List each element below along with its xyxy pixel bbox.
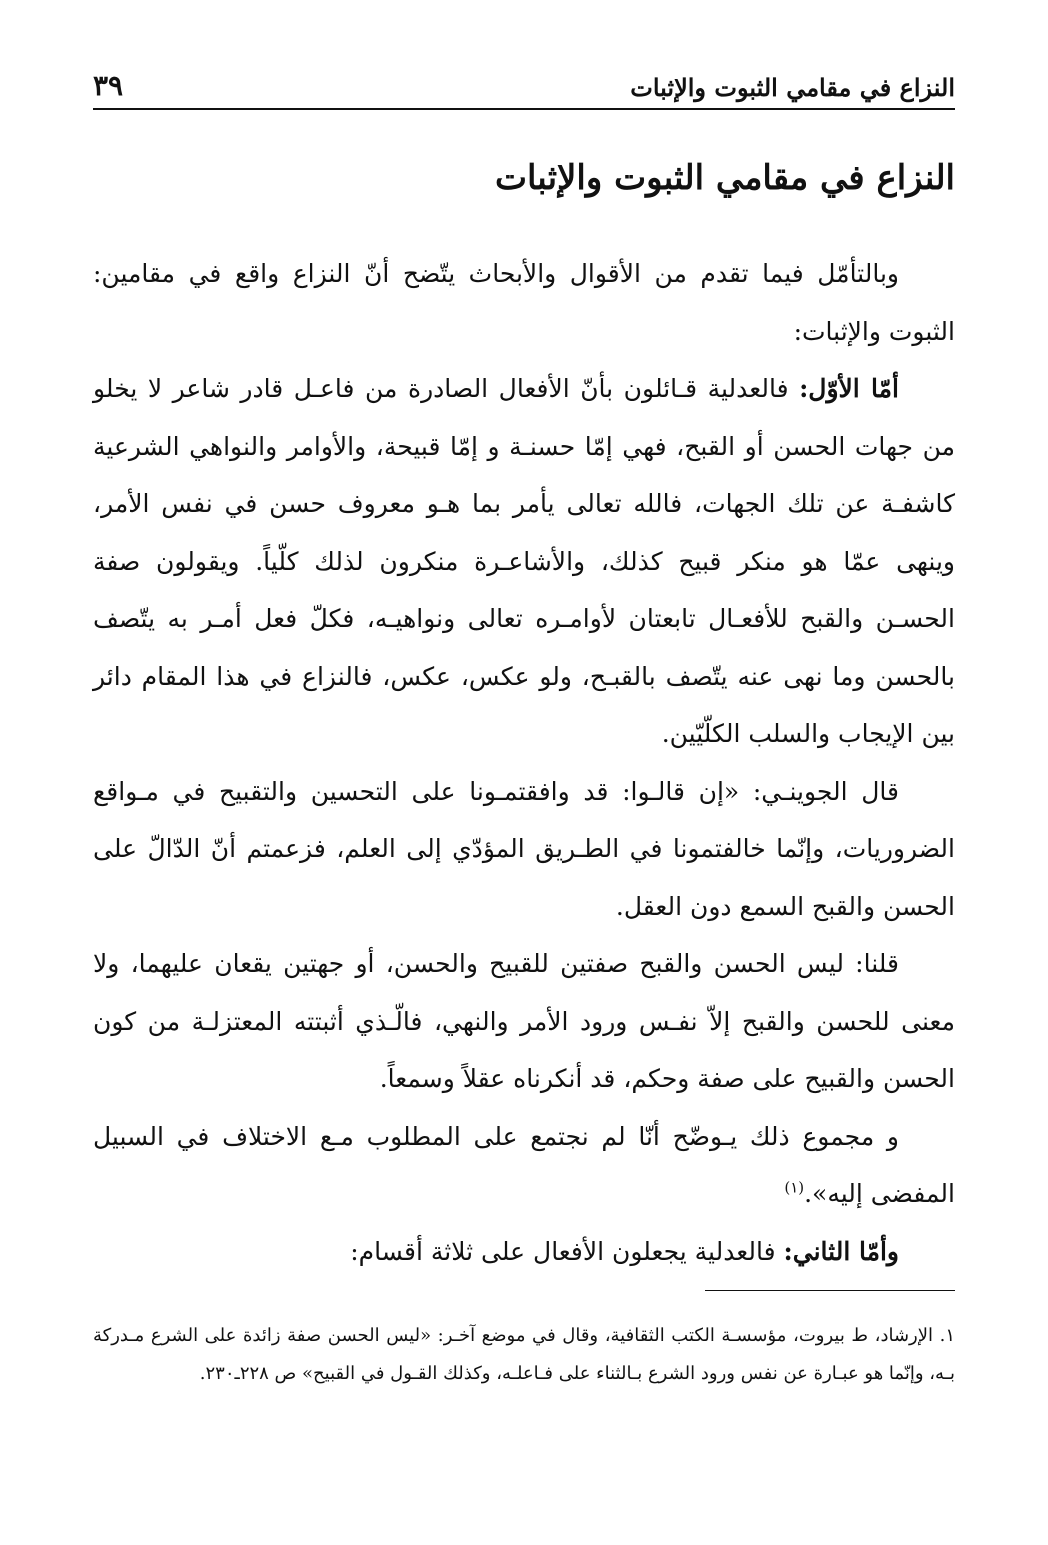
book-page: [93, 0, 955, 1545]
paragraph-second: [93, 1223, 955, 1281]
running-header: [93, 58, 955, 110]
running-title: النزاع في مقامي الثبوت والإثبات: [630, 73, 955, 102]
footnotes: [93, 1317, 955, 1393]
paragraph-first-body: فالعدلية قـائلون بأنّ الأفعال الصادرة من فاعـل قادر شاعر لا يخلو من جهات الحسن أو القبح، فهي إمّا حسنـة و إمّا قبيحة، والأوامر والنواهي الشرعية كاشفـة عن تلك الجهات، فالله تعالى يأمر بما هـو معروف حسن في نفس الأمر، وينهى عمّا هو منكر قبيح كذلك، والأشاعـرة منكرون لذلك كلّياً. ويقولون صفة الحسـن والقبح للأفعـال تابعتان لأوامـره تعالى ونواهيـه، فكلّ فعل أمـر به يتّصف بالحسن وما نهى عنه يتّصف بالقبـح، ولو عكس، عكس، فالنزاع في هذا المقام دائر بين الإيجاب والسلب الكلّيّين.: [93, 374, 955, 748]
section-heading: النزاع في مقامي الثبوت والإثبات: [494, 158, 955, 198]
paragraph-intro: وبالتأمّل فيما تقدم من الأقوال والأبحاث يتّضح أنّ النزاع واقع في مقامين: الثبوت والإثبات:: [93, 259, 955, 346]
body-text: [93, 245, 955, 1280]
paragraph-second-lead: وأمّا الثاني:: [783, 1236, 899, 1266]
paragraph-conclusion: [93, 1108, 955, 1223]
paragraph-second-body: فالعدلية يجعلون الأفعال على ثلاثة أقسام:: [350, 1236, 784, 1266]
paragraph-first-lead: أمّا الأوّل:: [799, 374, 899, 403]
footnote-reference[interactable]: (١): [784, 1178, 805, 1197]
paragraph-rebuttal: قلنا: ليس الحسن والقبح صفتين للقبيح والحسن، أو جهتين يقعان عليهما، ولا معنى للحسن والقبح إلاّ نفـس ورود الأمر والنهي، فالّـذي أثبتته المعتزلـة من كون الحسن والقبيح على صفة وحكم، قد أنكرناه عقلاً وسمعاً.: [93, 949, 955, 1093]
paragraph-first: [93, 360, 955, 763]
footnote-divider: [705, 1290, 955, 1291]
paragraph-conclusion-text: و مجموع ذلك يـوضّح أنّا لم نجتمع على المطلوب مـع الاختلاف في السبيل المفضى إليه».: [93, 1121, 955, 1208]
footnote-1: ١. الإرشاد، ط بيروت، مؤسسـة الكتب الثقافية، وقال في موضع آخـر: «ليس الحسن صفة زائدة على الشرع مـدركة بـه، وإنّما هو عبـارة عن نفس ورود الشرع بـالثناء على فـاعلـه، وكذلك القـول في القبيح» ص ٢٢٨ـ٢٣٠.: [93, 1325, 955, 1384]
page-number: ٣٩: [93, 69, 124, 102]
paragraph-juwayni-quote: قال الجوينـي: «إن قالـوا: قد وافقتمـونا على التحسين والتقبيح في مـواقع الضروريات، وإنّما خالفتمونا في الطـريق المؤدّي إلى العلم، فزعمتم أنّ الدّالّ على الحسن والقبح السمع دون العقل.: [93, 776, 955, 921]
